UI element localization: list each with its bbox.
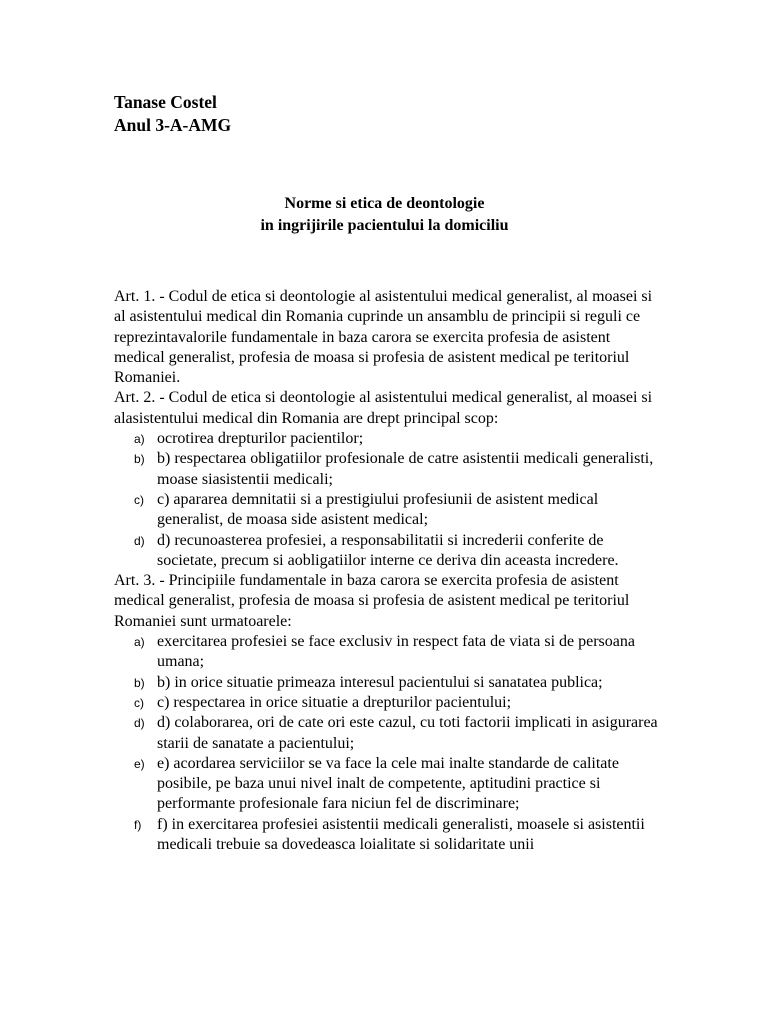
list-item [114,815,659,856]
document-title [114,193,655,237]
list-item-text: f) in exercitarea profesiei asistentii medicali generalisti, moasele si asistentii medicali trebuie sa dovedeasca loialitate si solidaritate unii [157,815,645,854]
list-marker: c) [134,695,144,710]
list-marker: f) [134,817,142,832]
list-marker: c) [134,492,144,507]
list-item [114,449,659,490]
list-marker: d) [134,533,145,548]
list-item [114,713,659,754]
title-line-1: Norme si etica de deontologie [284,195,485,212]
article-label: Art. 1. - [114,288,165,305]
list-marker: a) [134,635,145,650]
list-item-text: b) respectarea obligatiilor profesionale de catre asistentii medicali generalisti, moase siasistentii medicali; [157,450,654,488]
article-3-list [114,632,659,855]
article-3 [114,571,659,632]
article-1 [114,287,659,388]
article-label: Art. 3. - [114,572,165,590]
list-item [114,673,659,693]
list-marker: e) [134,756,145,771]
author-name: Tanase Costel [114,92,217,112]
list-item-text: c) apararea demnitatii si a prestigiului profesiunii de asistent medical generalist, de moasa side asistent medical; [157,490,599,529]
article-text: Codul de etica si deontologie al asistentului medical generalist, al moasei si alasistentului medical din Romania are drept principal scop: [114,389,653,427]
list-item-text: b) in orice situatie primeaza interesul pacientului si sanatatea publica; [157,673,603,691]
article-label: Art. 2. - [114,389,165,407]
list-item [114,693,659,713]
list-item-text: d) recunoasterea profesiei, a responsabilitatii si increderii conferite de societate, precum si aobligatiilor interne ce deriva din aceasta incredere. [157,531,619,569]
article-text: Principiile fundamentale in baza carora se exercita profesia de asistent medical generalist, profesia de moasa si profesia de asistent medical pe teritoriul Romaniei sunt urmatoarele: [114,572,630,630]
list-item [114,632,659,673]
list-item [114,429,659,449]
list-item [114,531,659,572]
list-marker: d) [134,716,145,731]
list-item [114,490,659,531]
list-item-text: ocrotirea drepturilor pacientilor; [157,430,364,448]
article-2 [114,388,659,429]
list-item [114,754,659,815]
list-marker: b) [134,675,145,690]
list-item-text: d) colaborarea, ori de cate ori este cazul, cu toti factorii implicati in asigurarea starii de sanatate a pacientului; [157,714,658,752]
title-line-2: in ingrijirile pacientului la domiciliu [260,217,509,234]
article-2-list [114,429,659,571]
author-class: Anul 3-A-AMG [114,115,232,135]
article-text: Codul de etica si deontologie al asistentului medical generalist, al moasei si al asistentului medical din Romania cuprinde un ansamblu de principii si reguli ce reprezintavalorile fundamentale in baza carora se exercita profesia de asistent medical generalist, profesia de moasa si profesia de asistent medical pe teritoriul Romaniei. [114,288,653,387]
list-item-text: e) acordarea serviciilor se va face la cele mai inalte standarde de calitate posibile, pe baza unui nivel inalt de competente, aptitudini practice si performante profesionale fara niciun fel de discriminare; [157,754,619,813]
list-marker: a) [134,432,145,447]
list-item-text: c) respectarea in orice situatie a drepturilor pacientului; [157,693,512,711]
document-body [114,287,659,855]
author-block [114,91,231,137]
list-item-text: exercitarea profesiei se face exclusiv in respect fata de viata si de persoana umana; [157,633,635,671]
list-marker: b) [134,452,145,467]
